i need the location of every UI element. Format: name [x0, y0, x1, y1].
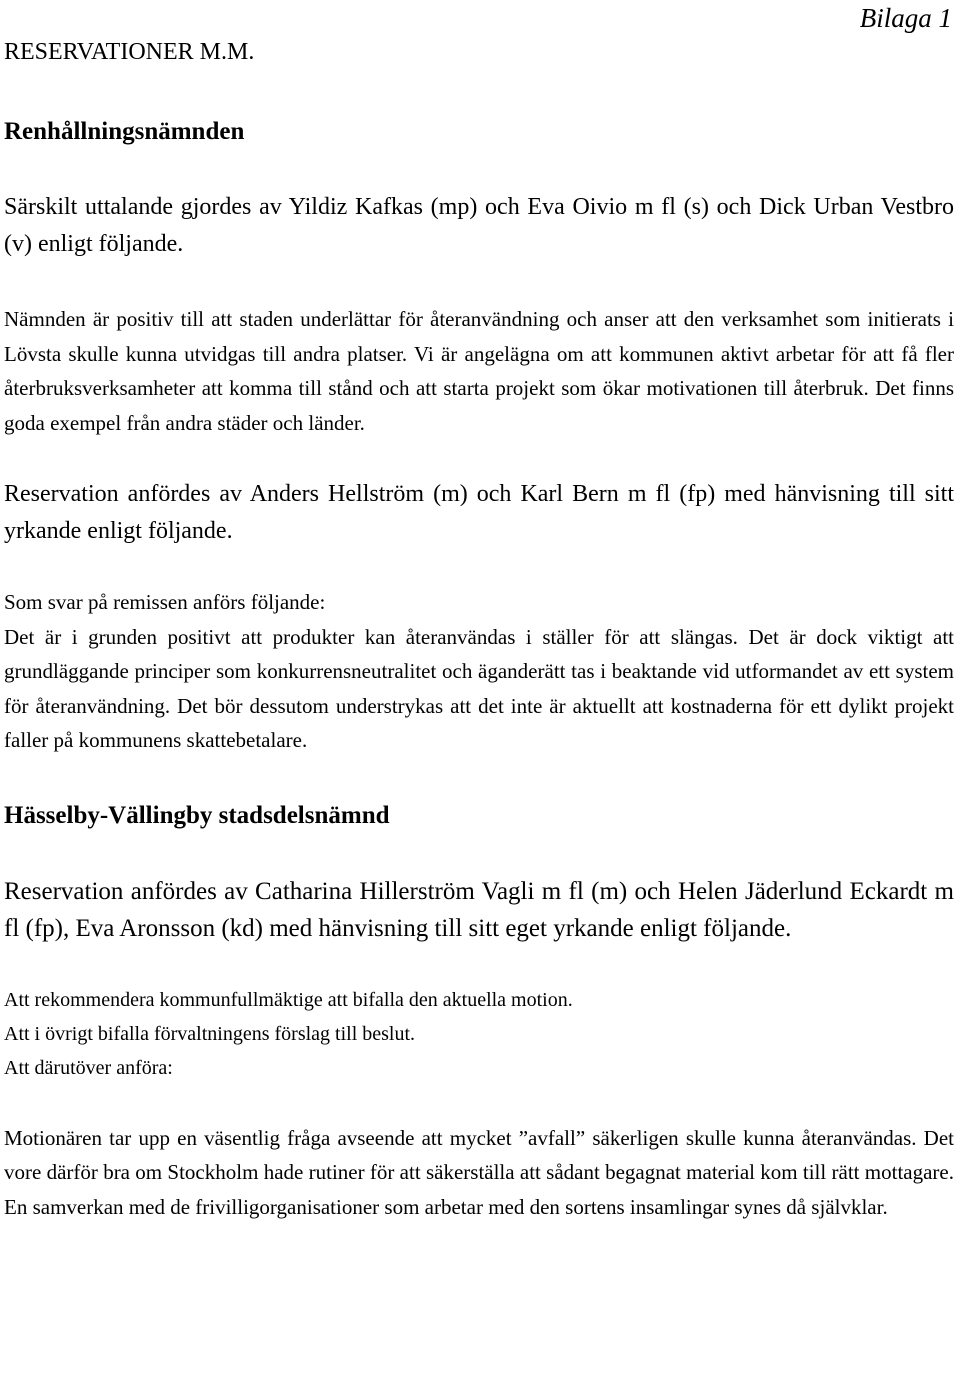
document-title: RESERVATIONER M.M. [4, 39, 255, 65]
document-content [4, 34, 954, 1224]
decision-points [4, 983, 954, 1085]
response-paragraph: Det är i grunden positivt att produkter kan återanvändas i ställer för att slängas. Det är dock viktigt att grundläggande principer som konkurrensneutralitet och äganderätt tas i beaktande vid utformandet av ett system för återanvändning. Det bör dessutom understrykas att det inte är aktuellt att kostnaderna för ett dylikt projekt faller på kommunens skattebetalare. [4, 624, 954, 752]
section-heading-renhallningsnamnden: Renhållningsnämnden [4, 118, 245, 145]
section-heading-hasselby-vallingby: Hässelby-Vällingby stadsdelsnämnd [4, 801, 390, 829]
decision-point: Att rekommendera kommunfullmäktige att bifalla den aktuella motion. [4, 988, 573, 1011]
decision-point: Att i övrigt bifalla förvaltningens förslag till beslut. [4, 1022, 416, 1045]
motivation-paragraph: Motionären tar upp en väsentlig fråga avseende att mycket ”avfall” säkerligen skulle kunna återanvändas. Det vore därför bra om Stockholm hade rutiner för att säkerställa att sådant begagnat material kom till rätt mottagare. En samverkan med de frivilligorganisationer som arbetar med den sortens insamlingar synes då självklar. [4, 1125, 954, 1219]
reservation-paragraph-2: Reservation anfördes av Catharina Hillerström Vagli m fl (m) och Helen Jäderlund Eckardt m fl (fp), Eva Aronsson (kd) med hänvisning till sitt eget yrkande enligt följande. [4, 877, 954, 942]
response-intro: Som svar på remissen anförs följande: [4, 590, 326, 614]
appendix-label: Bilaga 1 [859, 3, 952, 33]
reservation-paragraph-1: Reservation anfördes av Anders Hellström (m) och Karl Bern m fl (fp) med hänvisning till sitt yrkande enligt följande. [4, 481, 954, 544]
special-statement-text: Nämnden är positiv till att staden underlättar för återanvändning och anser att den verksamhet som initierats i Lövsta skulle kunna utvidgas till andra platser. Vi är angelägna om att kommunen aktivt arbetar för att få fler återbruksverksamheter att komma till stånd och att starta projekt som ökar motivationen till återbruk. Det finns goda exempel från andra städer och länder. [4, 307, 954, 435]
decision-point: Att därutöver anföra: [4, 1056, 173, 1079]
special-statement-intro: Särskilt uttalande gjordes av Yildiz Kafkas (mp) och Eva Oivio m fl (s) och Dick Urban Vestbro (v) enligt följande. [4, 194, 954, 257]
